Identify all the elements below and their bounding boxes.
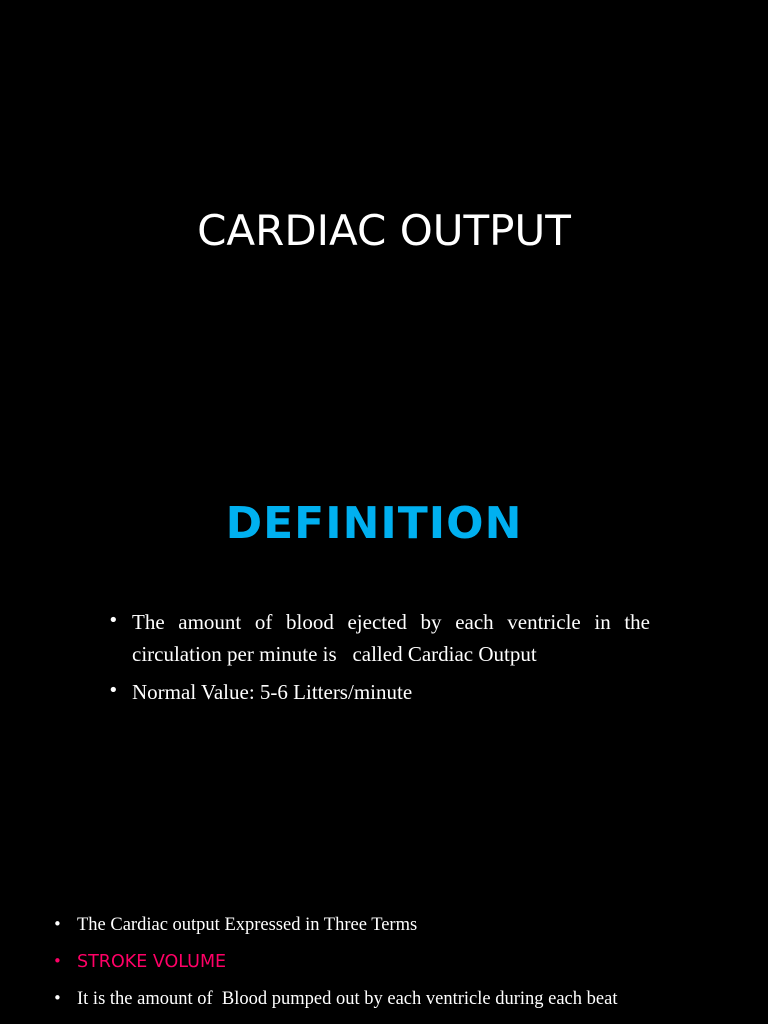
terms-text: It is the amount of Blood pumped out by each ventricle during each beat xyxy=(77,989,618,1009)
terms-point xyxy=(53,912,753,938)
stroke-volume-text: STROKE VOLUME xyxy=(77,952,227,972)
bullet-icon: • xyxy=(108,610,119,631)
definition-point xyxy=(108,606,656,670)
terms-text: The Cardiac output Expressed in Three Terms xyxy=(77,915,418,935)
slide-title: CARDIAC OUTPUT xyxy=(197,206,571,255)
bullet-icon: • xyxy=(53,989,62,1007)
definition-text: Normal Value: 5-6 Litters/minute xyxy=(132,680,413,704)
bullet-icon: • xyxy=(53,952,62,970)
stroke-volume-point xyxy=(53,949,753,975)
bullet-icon: • xyxy=(53,915,62,933)
definition-point xyxy=(108,676,650,708)
terms-point xyxy=(53,986,753,1012)
bullet-icon: • xyxy=(108,680,119,701)
definition-heading: DEFINITION xyxy=(225,498,523,549)
definition-text: The amount of blood ejected by each ventricle in the circulation per minute is called Cardiac Output xyxy=(132,610,656,666)
terms-list xyxy=(53,912,753,1023)
definition-list xyxy=(108,606,656,714)
